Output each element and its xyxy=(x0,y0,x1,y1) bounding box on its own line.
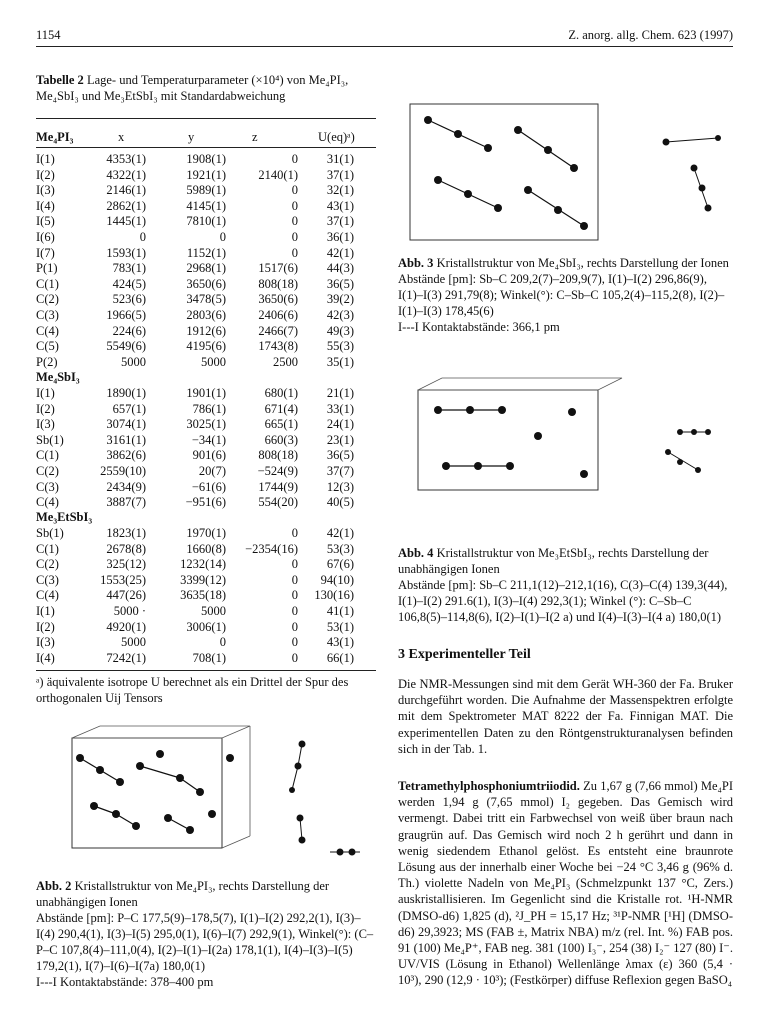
table-cell: C(5) xyxy=(36,339,59,354)
table-cell: 3887(7) xyxy=(106,495,146,510)
table-cell: 43(1) xyxy=(326,635,354,650)
table-cell: 1553(25) xyxy=(100,572,146,587)
table-cell: I(4) xyxy=(36,198,55,213)
table-cell: I(5) xyxy=(36,214,55,229)
table-cell: 31(1) xyxy=(326,152,354,166)
table-top-rule xyxy=(36,118,376,119)
table-row xyxy=(36,168,354,184)
table-cell: −34(1) xyxy=(191,432,226,447)
table-cell: 5000 xyxy=(201,603,226,618)
table-cell: 424(5) xyxy=(112,276,146,291)
table-cell: 2500 xyxy=(273,354,298,369)
table-cell: 554(20) xyxy=(258,495,298,510)
table-row xyxy=(36,573,354,589)
table-col-y: y xyxy=(188,130,195,144)
table-cell: 325(12) xyxy=(106,557,146,572)
table-footnote: ᵃ) äquivalente isotrope U berechnet als ein Drittel der Spur des orthogonalen Uij Tensors xyxy=(36,675,349,705)
table-cell: 36(1) xyxy=(326,229,354,244)
table-cell: C(4) xyxy=(36,588,59,603)
table-cell: 447(26) xyxy=(106,588,146,603)
table-cell: P(1) xyxy=(36,261,58,276)
table-cell: −524(9) xyxy=(257,463,298,478)
table-cell: 3650(6) xyxy=(258,292,298,307)
table-cell: 2140(1) xyxy=(258,167,298,182)
table-cell: 0 xyxy=(291,603,298,618)
table-cell: P(2) xyxy=(36,354,58,369)
table-cell: C(2) xyxy=(36,463,59,478)
table-header-rule xyxy=(36,147,376,148)
table-cell: Sb(1) xyxy=(36,526,64,540)
table-caption-text: Lage- und Temperaturparameter (×10⁴) von Me₄PI₃, Me₄SbI₃ und Me₃EtSbI₃ mit Standardabweichung xyxy=(36,73,349,103)
table-cell: 21(1) xyxy=(326,386,354,400)
table-cell: 1152(1) xyxy=(186,245,226,260)
table-cell: 783(1) xyxy=(112,261,146,276)
table-cell: Sb(1) xyxy=(36,432,64,447)
fig4-caption-text: Kristallstruktur von Me₃EtSbI₃, rechts Darstellung der unabhängigen Ionen xyxy=(398,546,709,576)
table-row xyxy=(36,246,354,262)
table-cell: C(1) xyxy=(36,448,59,463)
table-cell: 42(3) xyxy=(326,307,354,322)
section-title: 3 Experimenteller Teil xyxy=(398,647,531,662)
table-cell: 2466(7) xyxy=(258,323,298,338)
fig2-label: Abb. 2 xyxy=(36,879,72,893)
table-cell: 37(7) xyxy=(326,463,354,478)
table-row xyxy=(36,651,354,667)
table-cell: 12(3) xyxy=(326,479,354,494)
table-row xyxy=(36,464,354,480)
fig2-contacts: I---I Kontaktabstände: 378–400 pm xyxy=(36,975,214,989)
table-cell: 523(6) xyxy=(112,292,146,307)
table-group-me4sbi3 xyxy=(36,386,354,511)
table-cell: I(7) xyxy=(36,245,55,260)
table-cell: 0 xyxy=(291,588,298,603)
table-group-title: Me₄SbI₃ xyxy=(36,370,80,384)
table-cell: C(3) xyxy=(36,572,59,587)
table-cell: 33(1) xyxy=(326,401,354,416)
fig2-details: Abstände [pm]: P–C 177,5(9)–178,5(7), I(1)–I(2) 292,2(1), I(3)–I(4) 290,4(1), I(3)–I(5) 295,0(1), I(6)–I(7) 292,9(1), Winkel(°): (C–P–C 107,8(4)–111,0(4), I(2)–I(1)–I(2a) 178,1(1), I(4)–I(3)–I(5) 179,2(1), I(7)–I(6)–I(7a) 180,0(1) xyxy=(36,911,374,973)
table-row xyxy=(36,261,354,277)
table-row xyxy=(36,152,354,168)
table-cell: 0 xyxy=(291,650,298,665)
table-cell: 0 xyxy=(291,619,298,634)
table-cell: 3006(1) xyxy=(186,619,226,634)
table-cell: 39(2) xyxy=(326,292,354,307)
table-cell: 4920(1) xyxy=(106,619,146,634)
table-cell: 2146(1) xyxy=(106,183,146,198)
table-cell: 24(1) xyxy=(326,417,354,432)
fig2-caption-text: Kristallstruktur von Me₄PI₃, rechts Darstellung der unabhängigen Ionen xyxy=(36,879,330,909)
table-cell: 0 xyxy=(291,183,298,198)
table-row xyxy=(36,355,354,371)
table-cell: I(3) xyxy=(36,417,55,432)
table-cell: 2968(1) xyxy=(186,261,226,276)
table-cell: 2434(9) xyxy=(106,479,146,494)
table-cell: 0 xyxy=(219,635,226,650)
table-cell: 43(1) xyxy=(326,198,354,213)
table-cell: 3635(18) xyxy=(180,588,226,603)
table-row xyxy=(36,448,354,464)
table-cell: 42(1) xyxy=(326,526,354,540)
table-group-me4pi3 xyxy=(36,152,354,370)
table-cell: 0 xyxy=(291,229,298,244)
table-cell: 0 xyxy=(219,229,226,244)
table-cell: 657(1) xyxy=(112,401,146,416)
table-cell: 5000 xyxy=(201,354,226,369)
para2-text: Zu 1,67 g (7,66 mmol) Me₄PI werden 1,94 g (7,65 mmol) I₂ gegeben. Das Gemisch wird vermengt. Dabei tritt ein Farbwechsel von weiß über braun nach graugrün auf. Das Gemisch wird noch 2 h gerührt und dann in wenig siedendem Ethanol gelöst. Es entsteht eine braunrote Lösung aus der innerhalb einer Woche bei −24 °C 3,46 g (96% d. Th.) violette Nadeln von Me₄PI₃ (Schmelzpunkt 137 °C, Zers.) auskristallisieren. Im Gegenlicht sind die Kristalle rot. ¹H-NMR (DMSO-d6) 1,825 (d), ²J_PH = 15,17 Hz; ³¹P-NMR [¹H] (DMSO-d6) 29,3923; MS (FAB ±, Matrix NBA) m/z (rel. Int. %) FAB pos. 91 (100) Me₄P⁺, FAB neg. 381 (100) I₃⁻, 254 (38) I₂⁻ 127 (80) I⁻. UV/VIS (Lösung in Ethanol) Wellenlänge λmax (ε) 360 (5,4 · 10³), 290 (12,9 · 10³); (Festkörper) diffuse Reflexion gegen BaSO₄ xyxy=(398,779,734,988)
table-row xyxy=(36,495,354,511)
table-row xyxy=(36,588,354,604)
table-row xyxy=(36,480,354,496)
table-cell: 37(1) xyxy=(326,167,354,182)
fig3-crystal-structure xyxy=(398,90,733,250)
table-cell: 1912(6) xyxy=(186,323,226,338)
table-cell: 40(5) xyxy=(326,495,354,510)
table-cell: 5000 xyxy=(121,354,146,369)
table-row xyxy=(36,386,354,402)
fig3-caption-text: Kristallstruktur von Me₄SbI₃, rechts Darstellung der Ionen xyxy=(436,256,729,270)
table-cell: 4353(1) xyxy=(106,152,146,166)
table-row xyxy=(36,417,354,433)
table-cell: 1517(6) xyxy=(258,261,298,276)
table-cell: 1593(1) xyxy=(106,245,146,260)
table-cell: C(2) xyxy=(36,557,59,572)
table-row xyxy=(36,230,354,246)
table-cell: C(3) xyxy=(36,307,59,322)
table-cell: 786(1) xyxy=(192,401,226,416)
table-row xyxy=(36,308,354,324)
table-cell: 2406(6) xyxy=(258,307,298,322)
table-cell: 708(1) xyxy=(192,650,226,665)
table-cell: 44(3) xyxy=(326,261,354,276)
table-cell: 671(4) xyxy=(264,401,298,416)
table-cell: I(4) xyxy=(36,650,55,665)
table-cell: 0 xyxy=(291,635,298,650)
fig4-label: Abb. 4 xyxy=(398,546,434,560)
journal-header: Z. anorg. allg. Chem. 623 (1997) xyxy=(568,28,733,42)
table-cell: 37(1) xyxy=(326,214,354,229)
table-row xyxy=(36,277,354,293)
table-cell: 66(1) xyxy=(326,650,354,665)
table-row xyxy=(36,635,354,651)
table-cell: 1921(1) xyxy=(186,167,226,182)
table-group-me3etsbi3 xyxy=(36,526,354,666)
table-cell: 23(1) xyxy=(326,432,354,447)
table-row xyxy=(36,339,354,355)
table-cell: −2354(16) xyxy=(245,541,298,556)
table-cell: 42(1) xyxy=(326,245,354,260)
table-cell: 1232(14) xyxy=(180,557,226,572)
table-col-x: x xyxy=(118,130,125,144)
table-cell: 1744(9) xyxy=(258,479,298,494)
table-cell: 665(1) xyxy=(264,417,298,432)
table-cell: 1966(5) xyxy=(106,307,146,322)
table-cell: 1890(1) xyxy=(106,386,146,400)
header-rule xyxy=(36,46,733,47)
table-cell: 1823(1) xyxy=(106,526,146,540)
table-cell: 2862(1) xyxy=(106,198,146,213)
table-cell: 901(6) xyxy=(192,448,226,463)
table-cell: I(1) xyxy=(36,152,55,166)
table-cell: 3074(1) xyxy=(106,417,146,432)
table-cell: 4195(6) xyxy=(186,339,226,354)
fig3-details: Abstände [pm]: Sb–C 209,2(7)–209,9(7), I(1)–I(2) 296,86(9), I(1)–I(3) 291,79(8); Winkel(°): C–Sb–C 105,2(4)–115,2(8), I(2)–I(1)–I(3) 178,45(6) xyxy=(398,272,725,318)
table-cell: 53(1) xyxy=(326,619,354,634)
table-cell: 55(3) xyxy=(326,339,354,354)
table-cell: 49(3) xyxy=(326,323,354,338)
table-cell: 3650(6) xyxy=(186,276,226,291)
table-cell: 1901(1) xyxy=(186,386,226,400)
table-cell: I(6) xyxy=(36,229,55,244)
table-row xyxy=(36,199,354,215)
table-cell: I(3) xyxy=(36,635,55,650)
table-cell: 7242(1) xyxy=(106,650,146,665)
table-cell: C(2) xyxy=(36,292,59,307)
table-cell: 2559(10) xyxy=(100,463,146,478)
table-row xyxy=(36,183,354,199)
table-cell: 5549(6) xyxy=(106,339,146,354)
table-cell: I(1) xyxy=(36,386,55,400)
table-cell: 3862(6) xyxy=(106,448,146,463)
table-cell: 0 xyxy=(139,229,146,244)
table-cell: 7810(1) xyxy=(186,214,226,229)
table-row xyxy=(36,214,354,230)
table-cell: 32(1) xyxy=(326,183,354,198)
table-cell: 5000 xyxy=(121,635,146,650)
table-cell: I(3) xyxy=(36,183,55,198)
table-cell: I(2) xyxy=(36,401,55,416)
table-caption-label: Tabelle 2 xyxy=(36,73,84,87)
fig2-crystal-structure xyxy=(40,718,370,868)
table-cell: 3025(1) xyxy=(186,417,226,432)
table-row xyxy=(36,433,354,449)
table-cell: 808(18) xyxy=(258,448,298,463)
table-cell: 660(3) xyxy=(264,432,298,447)
table-cell: −61(6) xyxy=(191,479,226,494)
page-number: 1154 xyxy=(36,28,61,42)
table-cell: 0 xyxy=(291,152,298,166)
table-cell: 2803(6) xyxy=(186,307,226,322)
table-cell: 224(6) xyxy=(112,323,146,338)
table-cell: 4322(1) xyxy=(106,167,146,182)
table-cell: C(1) xyxy=(36,541,59,556)
table-cell: I(1) xyxy=(36,603,55,618)
table-cell: 1660(8) xyxy=(186,541,226,556)
table-cell: 53(3) xyxy=(326,541,354,556)
table-cell: C(4) xyxy=(36,323,59,338)
fig3-caption xyxy=(398,255,733,335)
table-cell: 36(5) xyxy=(326,276,354,291)
table-cell: 0 xyxy=(291,198,298,213)
fig4-crystal-structure xyxy=(398,370,733,520)
table-cell: C(3) xyxy=(36,479,59,494)
section-para2 xyxy=(398,778,733,989)
table-row xyxy=(36,324,354,340)
fig4-details: Abstände [pm]: Sb–C 211,1(12)–212,1(16), C(3)–C(4) 139,3(44), I(1)–I(2) 291.6(1), I(3)–I(4) 292,3(1); Winkel (°): C–Sb–C 106,8(5)–114,8(6), I(2)–I(1)–I(2 a) und I(4)–I(3)–I(4 a) 180,0(1) xyxy=(398,578,728,624)
table-cell: 4145(1) xyxy=(186,198,226,213)
section-para1: Die NMR-Messungen sind mit dem Gerät WH-360 der Fa. Bruker durchgeführt worden. Die Aufnahme der Massenspektren erfolgte mit dem Spektrometer MAT 8222 der Fa. Finnigan MAT. Die experimentellen Daten zu den Röntgenstrukturanalysen befinden sich in der Tab. 1. xyxy=(398,677,733,756)
table-cell: 1908(1) xyxy=(186,152,226,166)
table-cell: 41(1) xyxy=(326,603,354,618)
table-cell: 808(18) xyxy=(258,276,298,291)
table-cell: 5000 · xyxy=(113,603,146,618)
table-cell: 0 xyxy=(291,572,298,587)
table-row xyxy=(36,292,354,308)
table-row xyxy=(36,542,354,558)
table-cell: 20(7) xyxy=(198,463,226,478)
table-cell: C(1) xyxy=(36,276,59,291)
table-col-compound: Me₄PI₃ xyxy=(36,130,74,144)
table-cell: 67(6) xyxy=(326,557,354,572)
fig3-label: Abb. 3 xyxy=(398,256,434,270)
table-cell: 94(10) xyxy=(320,572,354,587)
fig4-caption xyxy=(398,545,733,625)
table-cell: C(4) xyxy=(36,495,59,510)
table-cell: 0 xyxy=(291,214,298,229)
table-cell: 1970(1) xyxy=(186,526,226,540)
table-bottom-rule xyxy=(36,670,376,671)
table-row xyxy=(36,620,354,636)
table-cell: 3478(5) xyxy=(186,292,226,307)
table-cell: 1445(1) xyxy=(106,214,146,229)
table-cell: 3399(12) xyxy=(180,572,226,587)
fig2-caption xyxy=(36,878,376,990)
table-cell: 1743(8) xyxy=(258,339,298,354)
table-group-title: Me₃EtSbI₃ xyxy=(36,510,93,524)
table-cell: 2678(8) xyxy=(106,541,146,556)
fig3-contacts: I---I Kontaktabstände: 366,1 pm xyxy=(398,320,560,334)
table-row xyxy=(36,604,354,620)
table-col-z: z xyxy=(252,130,258,144)
table-cell: 36(5) xyxy=(326,448,354,463)
table-cell: 3161(1) xyxy=(106,432,146,447)
table-cell: −951(6) xyxy=(185,495,226,510)
table-cell: 680(1) xyxy=(264,386,298,400)
table-cell: I(2) xyxy=(36,619,55,634)
table-col-ueq: U(eq)ᵃ) xyxy=(318,130,355,144)
table-cell: 35(1) xyxy=(326,354,354,369)
table-row xyxy=(36,526,354,542)
table-row xyxy=(36,557,354,573)
table-cell: 0 xyxy=(291,557,298,572)
table-cell: 5989(1) xyxy=(186,183,226,198)
table-caption xyxy=(36,72,376,104)
table-cell: 0 xyxy=(291,245,298,260)
table-cell: I(2) xyxy=(36,167,55,182)
table-row xyxy=(36,402,354,418)
table-cell: 0 xyxy=(291,526,298,540)
para2-title: Tetramethylphosphoniumtriiodid. xyxy=(398,779,580,793)
table-cell: 130(16) xyxy=(314,588,354,603)
